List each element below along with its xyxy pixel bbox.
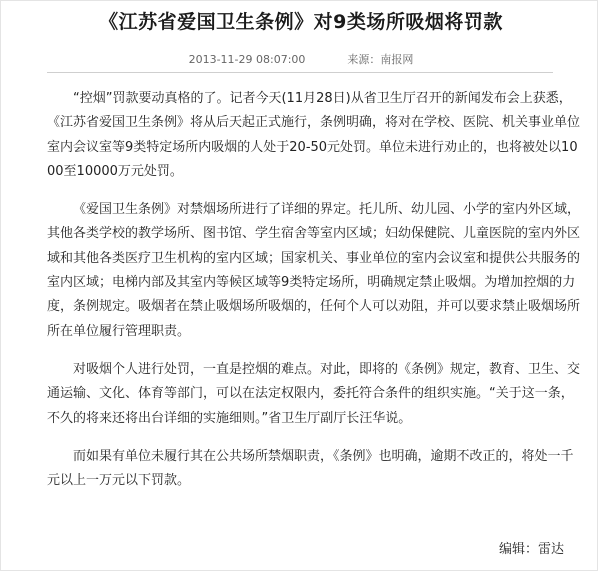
paragraph: 《爱国卫生条例》对禁烟场所进行了详细的界定。托儿所、幼儿园、小学的室内外区域，其他各类学校的教学场所、图书馆、学生宿舍等室内区域；妇幼保健院、儿童医院的室内外区域和其他各类医疗卫生机构的室内区域；国家机关、事业单位的室内会议室和提供公共服务的室内区域；电梯内部及其室内等候区域等9类特定场所，明确规定禁止吸烟。为增加控烟的力度，条例规定。吸烟者在禁止吸烟场所吸烟的，任何个人可以劝阻，并可以要求禁止吸烟场所所在单位履行管理职责。	[47, 202, 581, 339]
paragraph: 而如果有单位未履行其在公共场所禁烟职责，《条例》也明确，逾期不改正的，将处一千元以上一万元以下罚款。	[47, 448, 574, 489]
header-divider	[47, 72, 553, 73]
article-source: 来源：南报网	[347, 53, 414, 66]
article-meta	[1, 52, 600, 68]
article-title: 《江苏省爱国卫生条例》对9类场所吸烟将罚款	[99, 11, 503, 33]
paragraph: 对吸烟个人进行处罚，一直是控烟的难点。对此，即将的《条例》规定，教育、卫生、交通运输、文化、体育等部门，可以在法定权限内，委托符合条件的组织实施。“关于这一条，不久的将来还将出台详细的实施细则。”省卫生厅副厅长汪华说。	[47, 361, 581, 426]
article-body	[47, 87, 581, 507]
publish-time: 2013-11-29 08:07:00	[188, 53, 306, 66]
paragraph: “控烟”罚款要动真格的了。记者今天(11月28日)从省卫生厅召开的新闻发布会上获悉，《江苏省爱国卫生条例》将从后天起正式施行，条例明确，将对在学校、医院、机关事业单位室内会议室等9类特定场所内吸烟的人处于20-50元处罚。单位未进行劝止的，也将被处以1000至10000万元处罚。	[47, 91, 581, 179]
editor-credit: 编辑：雷达	[498, 542, 564, 557]
